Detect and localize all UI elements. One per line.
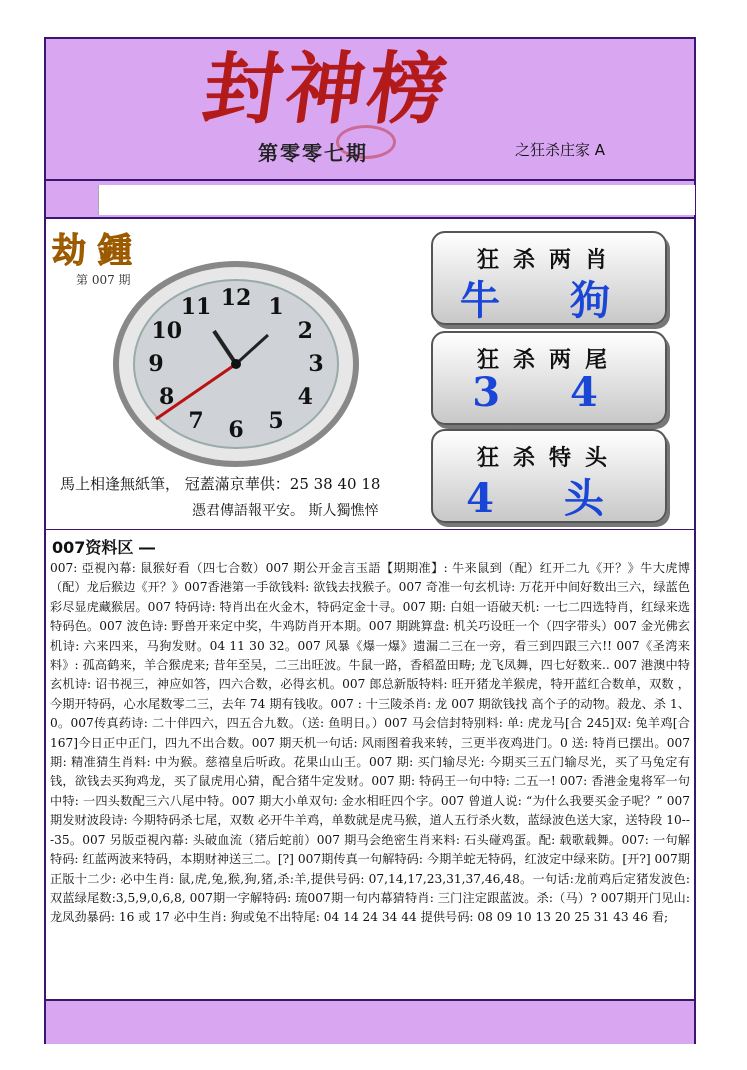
clock-number: 9 [148, 351, 164, 377]
banner-strip [46, 181, 694, 219]
clock-title: 劫 鍾 [52, 231, 132, 271]
clock-number: 7 [188, 408, 204, 435]
clock-number: 1 [268, 293, 284, 320]
prediction-box-head [431, 429, 667, 523]
prediction-value: 牛 狗 [460, 277, 638, 324]
prediction-label: 狂杀两尾 [476, 347, 621, 373]
prediction-value: 4 头 [466, 475, 632, 522]
info-body: 007: 亞視內幕: 鼠猴好看（四七合数）007 期公开金言玉語【期期准】: 牛来鼠到（配）红开二九《开？》牛大虎博（配）龙后猴边《开？》007香港第一手欲钱料: 欲钱去找猴子。007 奇准一句玄机诗: 万花开中间好数出三六，绿蓝色彩尽显虎藏猴居。007 特码诗: 特肖出在火金木，特码定金十寻。007 期: 白姐一语破天机: 一七二四选特肖，红绿来选特码色。007 波色诗: 野兽开来定中奖，牛鸡防肖开本期。007 期跳算盘: 机关巧设旺一个（四字带头）007 金光佛玄机诗: 六来四来，马狗发财。04 11 30 32。007 风暴《爆一爆》遗漏二三在一旁，看三到四跟三六!! 007《圣湾来料》: 孤高鹤来，羊合猴虎来; 昔年至吴，二三出旺波。牛鼠一路，香稻盈田畴; 龙飞凤舞，四七好数来.. 007 港澳中特玄机诗: 诏书视三，神应如答，四六合数，必得玄机。007 郎总新版特料: 旺开猪龙羊猴虎，特开蓝红合数单，双数 ，今期开特码，心水尾数零二三，去年 74 期有钱收。007 : 十三陵杀肖: 龙 007 期欲钱找 高个子的动物。殺龙、杀 1、0。007传真药诗: 二十伴四六，四五合九数。（送: 鱼明日。）007 马会信封特别料: 单: 虎龙马[合 245]双: 兔羊鸡[合 167]今日正中正门，四九不出合数。007 期天机一句话: 风雨图着我来转，三更半夜鸡进门。0 送: 特肖已摆出。007 期: 精准猜生肖料: 中为猴。慈禧皇后听政。花果山山王。007 期: 买门输尽光: 今期买三五门输尽光，买了马兔定有钱，欲钱去买狗鸡龙，买了鼠虎用心猜，配合猪牛定发财。007 期: 特码王一句中特: 二五一! 007: 香港金鬼将军一句中特: 一四头数配三六八尾中特。007 期大小单双句: 金水相旺四个字。007 曾道人说: “为什么我要买金子呢？” 007 期发财波段诗: 今期特码杀七尾，双数 必开牛羊鸡，单数就是虎马猴，道人五行杀火数，蓝绿波色送大家，送特段 10---35。007 另版亞視內幕: 头破血流（猪后蛇前）007 期马会绝密生肖来料: 石头碰鸡蛋。配: 载歌载舞。007: 一句解特码: 红蓝两波来特码，本期财神送三二。[?] 007期传真一句解特码: 今期羊蛇无特码，红波定中绿来防。[开?] 007期正版十二少: 必中生肖: 鼠,虎,兔,猴,狗,猪,杀:羊,提供号码: 07,14,17,23,31,37,46,48。一句话:龙前鸡后定猪发波色: 双蓝绿尾数:3,5,9,0,6,8, 007期一字解特码: 琉007期一句内幕猜特肖: 三门注定跟蓝波。杀:（马）? 007期开门见山: 龙凤劲暴码: 16 或 17 必中生肖: 狗或兔不出特尾: 04 14 24 34 44 提供号码: 08 09 10 13 20 25 31 43 46 看; [50, 561, 690, 925]
clock-number: 10 [151, 318, 183, 344]
clock-number: 12 [220, 285, 252, 311]
clock-number: 8 [159, 384, 175, 410]
issue-badge: 第零零七期 [258, 141, 368, 165]
main-panel [46, 219, 694, 530]
clock-number: 2 [297, 318, 313, 344]
banner-blank [98, 185, 695, 215]
zodiac-clock [96, 259, 376, 469]
clock-number: 6 [228, 417, 244, 443]
prediction-value: 3 4 [472, 369, 626, 416]
prediction-label: 狂杀两肖 [476, 247, 621, 273]
info-section [46, 531, 694, 925]
page-title: 封神榜 [197, 44, 457, 135]
clock-number: 11 [180, 293, 212, 320]
clock-number: 3 [308, 351, 324, 377]
prediction-box-zodiac [431, 231, 667, 325]
poem-line-1: 馬上相逢無紙筆， 冠蓋滿京華供：25 38 40 18 [60, 475, 381, 493]
clock-number: 5 [268, 408, 284, 435]
footer-bar [46, 999, 694, 1044]
clock-number: 4 [297, 384, 313, 410]
poem-line-2: 憑君傳語報平安。 斯人獨憔悴 [192, 503, 379, 519]
prediction-label: 狂杀特头 [476, 445, 621, 471]
info-title: 007资料区 ― [52, 538, 155, 557]
clock-issue: 第 007 期 [76, 273, 131, 287]
prediction-box-tail [431, 331, 667, 425]
header [46, 39, 694, 181]
clock-panel [46, 219, 418, 529]
clock-center [231, 359, 241, 369]
page-frame [44, 37, 696, 1044]
header-subtitle: 之狂杀庄家 A [515, 141, 606, 159]
